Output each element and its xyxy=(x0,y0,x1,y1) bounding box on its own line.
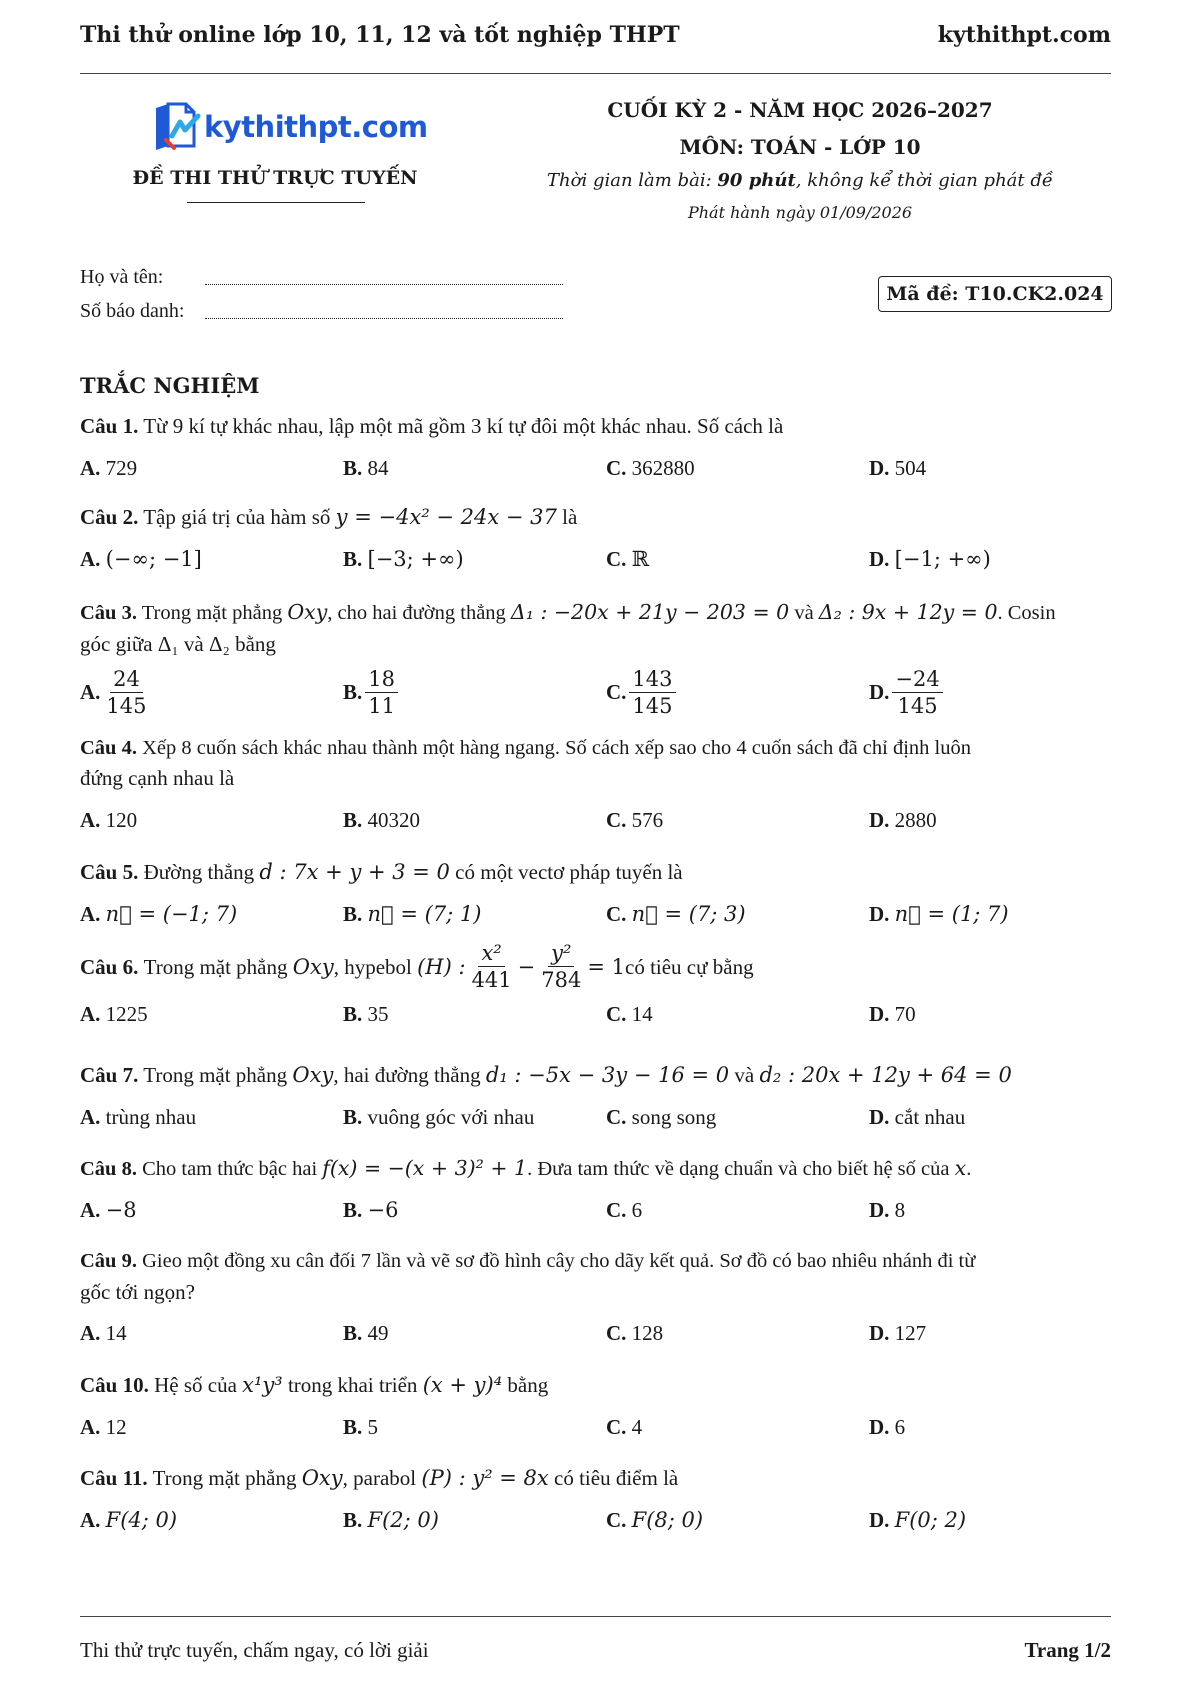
footer-tagline: Thi thử trực tuyến, chấm ngay, có lời giải xyxy=(80,1638,429,1662)
math-line-1: Δ₁ : −20x + 21y − 203 = 0 xyxy=(510,600,790,624)
option-a[interactable] xyxy=(80,456,137,481)
math-oxy: Oxy xyxy=(292,1063,334,1087)
footer-rule xyxy=(80,1616,1111,1617)
question-number: Câu 9. xyxy=(80,1250,137,1272)
option-c[interactable] xyxy=(606,1002,653,1027)
option-key: A. xyxy=(80,808,101,832)
question-text: , cho hai đường thẳng xyxy=(327,602,511,624)
question-text: Tập giá trị của hàm số xyxy=(143,505,336,529)
option-b[interactable] xyxy=(343,547,464,572)
option-key: B. xyxy=(343,456,363,480)
question-6 xyxy=(80,940,1111,993)
numerator: 143 xyxy=(629,666,675,693)
option-d[interactable] xyxy=(869,1508,966,1533)
exam-subject: MÔN: TOÁN - LỚP 10 xyxy=(679,135,921,159)
denominator: 11 xyxy=(368,694,395,718)
option-key: B. xyxy=(343,1415,363,1439)
question-number: Câu 4. xyxy=(80,737,137,759)
exam-type-label: ĐỀ THI THỬ TRỰC TUYẾN xyxy=(132,167,418,189)
option-value: 6 xyxy=(631,1198,643,1222)
question-7 xyxy=(80,1060,1111,1090)
fraction xyxy=(469,940,515,993)
option-b[interactable] xyxy=(343,1321,389,1346)
option-value: 8 xyxy=(894,1198,906,1222)
option-c[interactable] xyxy=(606,1321,663,1346)
math-expression: (x + y)⁴ xyxy=(422,1373,503,1397)
option-value: vuông góc với nhau xyxy=(367,1105,535,1129)
option-d[interactable] xyxy=(869,1105,965,1130)
math-oxy: Oxy xyxy=(292,954,334,979)
option-a[interactable] xyxy=(80,1508,177,1533)
subtitle-underline xyxy=(187,202,365,203)
option-value: 729 xyxy=(105,456,138,480)
option-value: 35 xyxy=(367,1002,389,1026)
time-value: 90 phút xyxy=(717,170,796,191)
question-5 xyxy=(80,857,1111,887)
kythithpt-logo-icon xyxy=(152,100,202,154)
option-key: D. xyxy=(869,1508,890,1532)
exam-code-box: Mã đề: T10.CK2.024 xyxy=(878,276,1112,312)
option-value: 127 xyxy=(894,1321,927,1345)
question-text: có tiêu điểm là xyxy=(548,1466,679,1490)
denominator: 145 xyxy=(632,694,673,718)
fraction xyxy=(103,666,149,719)
option-d[interactable] xyxy=(869,808,937,833)
option-key: B. xyxy=(343,1105,363,1129)
option-key: C. xyxy=(606,547,627,571)
option-b[interactable] xyxy=(343,1415,378,1440)
fraction xyxy=(538,940,584,993)
option-value: cắt nhau xyxy=(894,1105,966,1129)
option-value: F(8; 0) xyxy=(631,1508,704,1532)
option-value: trùng nhau xyxy=(105,1105,197,1129)
option-key: D. xyxy=(869,1415,890,1439)
math-expression: (P) : y² = 8x xyxy=(421,1466,549,1490)
option-key: C. xyxy=(606,1321,627,1345)
option-key: D. xyxy=(869,1002,890,1026)
option-key: B. xyxy=(343,1002,363,1026)
numerator: y² xyxy=(548,940,574,967)
question-text: Hệ số của xyxy=(154,1373,243,1397)
header-left-text: Thi thử online lớp 10, 11, 12 và tốt nghiệp THPT xyxy=(80,22,680,48)
section-title: TRẮC NGHIỆM xyxy=(80,373,260,398)
option-key: A. xyxy=(80,1198,101,1222)
numerator: x² xyxy=(478,940,504,967)
option-b[interactable] xyxy=(343,902,481,927)
question-text: , parabol xyxy=(342,1466,422,1490)
question-text: , hypebol xyxy=(333,954,412,979)
question-number: Câu 5. xyxy=(80,860,139,884)
question-9 xyxy=(80,1246,1111,1276)
option-value: 84 xyxy=(367,456,389,480)
option-value: 14 xyxy=(631,1002,653,1026)
question-number: Câu 6. xyxy=(80,954,139,979)
option-key: C. xyxy=(606,680,627,704)
option-d[interactable] xyxy=(869,666,946,719)
option-value: [−3; +∞) xyxy=(367,547,464,571)
math-operator: − xyxy=(517,954,536,979)
logo-text: kythithpt.com xyxy=(204,110,428,144)
question-1 xyxy=(80,411,1111,441)
math-expression: y = −4x² − 24x − 37 xyxy=(335,505,557,529)
option-value: 14 xyxy=(105,1321,127,1345)
exam-time xyxy=(540,170,1060,191)
question-text: và xyxy=(789,602,819,624)
fraction xyxy=(892,666,942,719)
option-key: D. xyxy=(869,902,890,926)
option-d[interactable] xyxy=(869,1321,926,1346)
math-operator: = 1 xyxy=(587,954,625,979)
option-value: 576 xyxy=(631,808,664,832)
denominator: 441 xyxy=(471,968,512,992)
option-key: D. xyxy=(869,1198,890,1222)
question-text: Trong mặt phẳng xyxy=(141,602,288,624)
option-value: ℝ xyxy=(631,547,650,571)
option-value: F(2; 0) xyxy=(367,1508,439,1532)
option-key: A. xyxy=(80,456,101,480)
math-variable: x xyxy=(954,1156,967,1180)
question-number: Câu 2. xyxy=(80,505,139,529)
denominator: 784 xyxy=(541,968,582,992)
question-11 xyxy=(80,1463,1111,1493)
option-value: 6 xyxy=(894,1415,906,1439)
denominator: 145 xyxy=(897,694,938,718)
option-key: C. xyxy=(606,1415,627,1439)
student-id-label: Số báo danh: xyxy=(80,300,185,322)
option-key: B. xyxy=(343,547,363,571)
option-key: D. xyxy=(869,1321,890,1345)
math-line-1: d₁ : −5x − 3y − 16 = 0 xyxy=(485,1063,730,1087)
question-3 xyxy=(80,597,1111,628)
question-9-line-2: gốc tới ngọn? xyxy=(80,1280,195,1304)
math-hyperbola-name: (H) : xyxy=(417,954,466,979)
option-key: A. xyxy=(80,1002,101,1026)
question-8 xyxy=(80,1153,1111,1184)
question-text: Cho tam thức bậc hai xyxy=(142,1158,323,1180)
option-c[interactable] xyxy=(606,666,679,719)
question-text: trong khai triển xyxy=(282,1373,423,1397)
question-3-line-2: góc giữa Δ₁ và Δ₂ bằng xyxy=(80,632,276,656)
numerator: −24 xyxy=(892,666,942,693)
question-text: có một vectơ pháp tuyến là xyxy=(449,860,683,884)
option-value: −6 xyxy=(367,1198,399,1222)
option-value: F(4; 0) xyxy=(105,1508,178,1532)
option-value: n⃗ = (1; 7) xyxy=(894,902,1009,926)
option-key: D. xyxy=(869,547,890,571)
option-key: B. xyxy=(343,1321,363,1345)
header-rule xyxy=(80,73,1111,74)
option-key: D. xyxy=(869,456,890,480)
option-value: 40320 xyxy=(367,808,421,832)
question-text: Xếp 8 cuốn sách khác nhau thành một hàng ngang. Số cách xếp sao cho 4 cuốn sách đã chỉ định luôn xyxy=(142,737,971,759)
question-text: có tiêu cự bằng xyxy=(625,954,754,979)
option-key: D. xyxy=(869,1105,890,1129)
math-line-2: d₂ : 20x + 12y + 64 = 0 xyxy=(759,1063,1012,1087)
question-text: Trong mặt phẳng xyxy=(143,1063,293,1087)
option-value: n⃗ = (−1; 7) xyxy=(105,902,238,926)
option-key: A. xyxy=(80,1415,101,1439)
question-text: Từ 9 kí tự khác nhau, lập một mã gồm 3 kí tự đôi một khác nhau. Số cách là xyxy=(143,414,784,438)
option-d[interactable] xyxy=(869,1198,905,1223)
option-d[interactable] xyxy=(869,1415,905,1440)
math-expression: x¹y³ xyxy=(242,1373,283,1397)
option-b[interactable] xyxy=(343,1198,398,1223)
option-key: C. xyxy=(606,902,627,926)
option-value: 70 xyxy=(894,1002,916,1026)
option-b[interactable] xyxy=(343,666,401,719)
option-c[interactable] xyxy=(606,1508,703,1533)
option-value: 120 xyxy=(105,808,138,832)
question-number: Câu 10. xyxy=(80,1373,149,1397)
question-text: . xyxy=(966,1158,972,1180)
option-value: 1225 xyxy=(105,1002,148,1026)
option-d[interactable] xyxy=(869,547,991,572)
option-a[interactable] xyxy=(80,1198,137,1223)
name-blank[interactable] xyxy=(205,284,563,285)
option-a[interactable] xyxy=(80,666,153,719)
option-key: B. xyxy=(343,680,363,704)
option-a[interactable] xyxy=(80,1105,196,1130)
question-text: , hai đường thẳng xyxy=(333,1063,486,1087)
option-b[interactable] xyxy=(343,456,389,481)
name-label: Họ và tên: xyxy=(80,266,164,288)
time-suffix: , không kể thời gian phát đề xyxy=(795,170,1053,191)
fraction xyxy=(365,666,398,719)
question-text: . Đưa tam thức về dạng chuẩn và cho biết hệ số của xyxy=(527,1158,955,1180)
option-b[interactable] xyxy=(343,1508,439,1533)
option-d[interactable] xyxy=(869,1002,916,1027)
option-b[interactable] xyxy=(343,808,420,833)
option-value: [−1; +∞) xyxy=(894,547,991,571)
math-oxy: Oxy xyxy=(301,1466,343,1490)
option-key: A. xyxy=(80,680,101,704)
question-text: Trong mặt phẳng xyxy=(152,1466,302,1490)
option-a[interactable] xyxy=(80,547,202,572)
option-value: 12 xyxy=(105,1415,127,1439)
option-value: 49 xyxy=(367,1321,389,1345)
option-a[interactable] xyxy=(80,808,137,833)
option-key: B. xyxy=(343,1508,363,1532)
question-number: Câu 3. xyxy=(80,602,137,624)
option-value: 5 xyxy=(367,1415,379,1439)
option-b[interactable] xyxy=(343,1002,389,1027)
option-c[interactable] xyxy=(606,902,746,927)
option-c[interactable] xyxy=(606,808,663,833)
exam-title: CUỐI KỲ 2 - NĂM HỌC 2026–2027 xyxy=(607,98,993,122)
option-b[interactable] xyxy=(343,1105,534,1130)
question-text: Trong mặt phẳng xyxy=(143,954,288,979)
math-expression: f(x) = −(x + 3)² + 1 xyxy=(322,1156,528,1180)
option-value: 362880 xyxy=(631,456,695,480)
numerator: 24 xyxy=(110,666,143,693)
option-key: C. xyxy=(606,1198,627,1222)
exam-issued-date: Phát hành ngày 01/09/2026 xyxy=(687,203,913,222)
option-value: n⃗ = (7; 1) xyxy=(367,902,482,926)
option-key: A. xyxy=(80,902,101,926)
option-value: n⃗ = (7; 3) xyxy=(631,902,746,926)
option-a[interactable] xyxy=(80,1415,127,1440)
option-c[interactable] xyxy=(606,1198,642,1223)
student-id-blank[interactable] xyxy=(205,318,563,319)
question-number: Câu 7. xyxy=(80,1063,139,1087)
option-key: B. xyxy=(343,902,363,926)
question-text: . Cosin xyxy=(997,602,1056,624)
option-key: A. xyxy=(80,1321,101,1345)
option-key: C. xyxy=(606,1508,627,1532)
option-a[interactable] xyxy=(80,1002,148,1027)
question-text: là xyxy=(556,505,578,529)
header-site-link[interactable]: kythithpt.com xyxy=(937,22,1111,48)
option-value: 4 xyxy=(631,1415,643,1439)
option-c[interactable] xyxy=(606,1105,716,1130)
option-value: 504 xyxy=(894,456,927,480)
question-2 xyxy=(80,502,1111,532)
option-a[interactable] xyxy=(80,1321,127,1346)
option-key: B. xyxy=(343,1198,363,1222)
option-key: A. xyxy=(80,547,101,571)
option-key: D. xyxy=(869,808,890,832)
option-value: 128 xyxy=(631,1321,664,1345)
option-key: A. xyxy=(80,1105,101,1129)
page-number: Trang 1/2 xyxy=(1024,1638,1111,1662)
math-oxy: Oxy xyxy=(287,600,328,624)
question-number: Câu 11. xyxy=(80,1466,148,1490)
question-10 xyxy=(80,1370,1111,1400)
option-key: C. xyxy=(606,808,627,832)
math-line-2: Δ₂ : 9x + 12y = 0 xyxy=(818,600,998,624)
option-key: C. xyxy=(606,1105,627,1129)
question-text: bằng xyxy=(502,1373,549,1397)
question-number: Câu 1. xyxy=(80,414,139,438)
question-number: Câu 8. xyxy=(80,1158,137,1180)
option-c[interactable] xyxy=(606,547,649,572)
question-text: và xyxy=(729,1063,760,1087)
math-expression: d : 7x + y + 3 = 0 xyxy=(259,860,450,884)
option-value: 2880 xyxy=(894,808,937,832)
option-value: F(0; 2) xyxy=(894,1508,967,1532)
question-4-line-2: đứng cạnh nhau là xyxy=(80,766,235,790)
option-key: C. xyxy=(606,1002,627,1026)
question-4 xyxy=(80,733,1111,763)
option-value: −8 xyxy=(105,1198,137,1222)
option-value: (−∞; −1] xyxy=(105,547,202,571)
option-value: song song xyxy=(631,1105,717,1129)
time-prefix: Thời gian làm bài: xyxy=(547,170,718,191)
option-key: D. xyxy=(869,680,890,704)
option-key: B. xyxy=(343,808,363,832)
question-text: Gieo một đồng xu cân đối 7 lần và vẽ sơ đồ hình cây cho dãy kết quả. Sơ đồ có bao nhiêu nhánh đi từ xyxy=(142,1250,976,1272)
denominator: 145 xyxy=(106,694,147,718)
question-text: Đường thẳng xyxy=(143,860,260,884)
fraction xyxy=(629,666,675,719)
option-c[interactable] xyxy=(606,456,695,481)
option-c[interactable] xyxy=(606,1415,642,1440)
option-key: C. xyxy=(606,456,627,480)
site-logo xyxy=(152,100,428,154)
option-a[interactable] xyxy=(80,902,237,927)
option-d[interactable] xyxy=(869,456,926,481)
option-key: A. xyxy=(80,1508,101,1532)
option-d[interactable] xyxy=(869,902,1009,927)
numerator: 18 xyxy=(365,666,398,693)
